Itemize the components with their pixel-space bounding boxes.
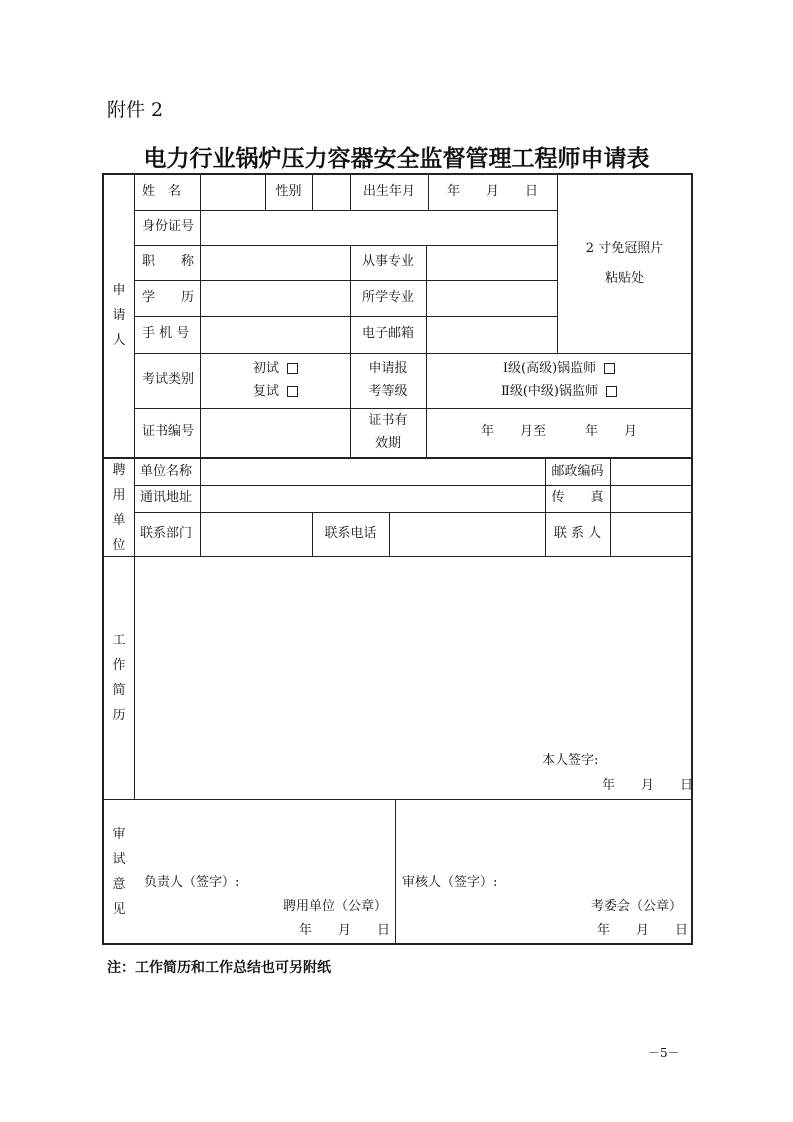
- resume-signature: 本人签字:: [542, 752, 599, 768]
- gender-label: 性别: [275, 184, 302, 200]
- photo-area[interactable]: [558, 175, 691, 353]
- section-resume: 工 作 简 历: [112, 633, 126, 723]
- checkbox-icon[interactable]: [287, 363, 298, 374]
- unit-name-label: 单位名称: [140, 463, 193, 479]
- left-signer[interactable]: 负责人（签字）:: [144, 874, 240, 890]
- name-label: 姓 名: [142, 184, 182, 200]
- contact-field[interactable]: [611, 512, 691, 556]
- exam-first-option[interactable]: 初试: [253, 358, 298, 380]
- fax-field[interactable]: [611, 485, 691, 512]
- left-seal: 聘用单位（公章）: [282, 898, 387, 914]
- section-review: 审 试 意 见: [112, 827, 126, 917]
- left-date: 年 月 日: [299, 922, 391, 938]
- education-field[interactable]: [201, 280, 350, 316]
- unit-name-field[interactable]: [201, 459, 545, 485]
- right-seal: 考委会（公章）: [590, 898, 682, 914]
- birth-label: 出生年月: [362, 184, 415, 200]
- footnote: 注：工作简历和工作总结也可另附纸: [107, 960, 331, 976]
- tel-label: 联系电话: [324, 525, 377, 541]
- level-2-option[interactable]: Ⅱ级(中级)锅监师: [501, 381, 617, 403]
- major-label: 所学专业: [361, 289, 414, 305]
- specialty-field[interactable]: [427, 245, 557, 280]
- resume-date: 年 月 日: [602, 777, 694, 793]
- right-signer[interactable]: 审核人（签字）:: [402, 874, 498, 890]
- birth-field[interactable]: 年 月 日: [446, 184, 538, 200]
- section-applicant: 申 请 人: [112, 282, 126, 348]
- photo-line1: 2 寸免冠照片: [585, 240, 664, 256]
- checkbox-icon[interactable]: [287, 386, 298, 397]
- major-field[interactable]: [427, 280, 557, 316]
- contact-label: 联 系 人: [553, 525, 602, 541]
- validity-field[interactable]: 年 月至 年 月: [480, 424, 637, 440]
- checkbox-icon[interactable]: [606, 386, 617, 397]
- cert-no-field[interactable]: [201, 408, 350, 457]
- section-employer: 聘 用 单 位: [112, 462, 126, 553]
- name-field[interactable]: [201, 175, 265, 210]
- exam-type-label: 考试类别: [142, 372, 195, 388]
- id-field[interactable]: [201, 210, 557, 245]
- right-date: 年 月 日: [597, 922, 689, 938]
- id-label: 身份证号: [142, 219, 195, 235]
- address-label: 通讯地址: [140, 490, 193, 506]
- gender-field[interactable]: [313, 175, 350, 210]
- postal-field[interactable]: [611, 459, 691, 485]
- checkbox-icon[interactable]: [604, 363, 615, 374]
- level-label: 申请报 考等级: [368, 361, 408, 399]
- cert-no-label: 证书编号: [142, 424, 195, 440]
- form-title: 电力行业锅炉压力容器安全监督管理工程师申请表: [143, 146, 650, 172]
- fax-label: 传 真: [551, 490, 604, 506]
- dept-field[interactable]: [201, 512, 312, 556]
- photo-line2: 粘贴处: [604, 271, 644, 286]
- specialty-label: 从事专业: [361, 254, 414, 270]
- validity-label: 证书有 效期: [368, 413, 408, 451]
- address-field[interactable]: [201, 485, 545, 512]
- tel-field[interactable]: [390, 512, 545, 556]
- postal-label: 邮政编码: [551, 463, 604, 479]
- title-field[interactable]: [201, 245, 350, 280]
- page-number: －5－: [648, 1046, 680, 1060]
- education-label: 学 历: [142, 289, 195, 305]
- email-label: 电子邮箱: [361, 326, 414, 342]
- email-field[interactable]: [427, 316, 557, 353]
- level-1-option[interactable]: Ⅰ级(高级)锅监师: [503, 358, 615, 380]
- title-label: 职 称: [142, 254, 195, 270]
- phone-label: 手 机 号: [142, 326, 190, 342]
- phone-field[interactable]: [201, 316, 350, 353]
- exam-repeat-option[interactable]: 复试: [253, 381, 298, 403]
- dept-label: 联系部门: [140, 525, 193, 541]
- attachment-label: 附件 2: [107, 99, 164, 121]
- application-form: [102, 173, 693, 945]
